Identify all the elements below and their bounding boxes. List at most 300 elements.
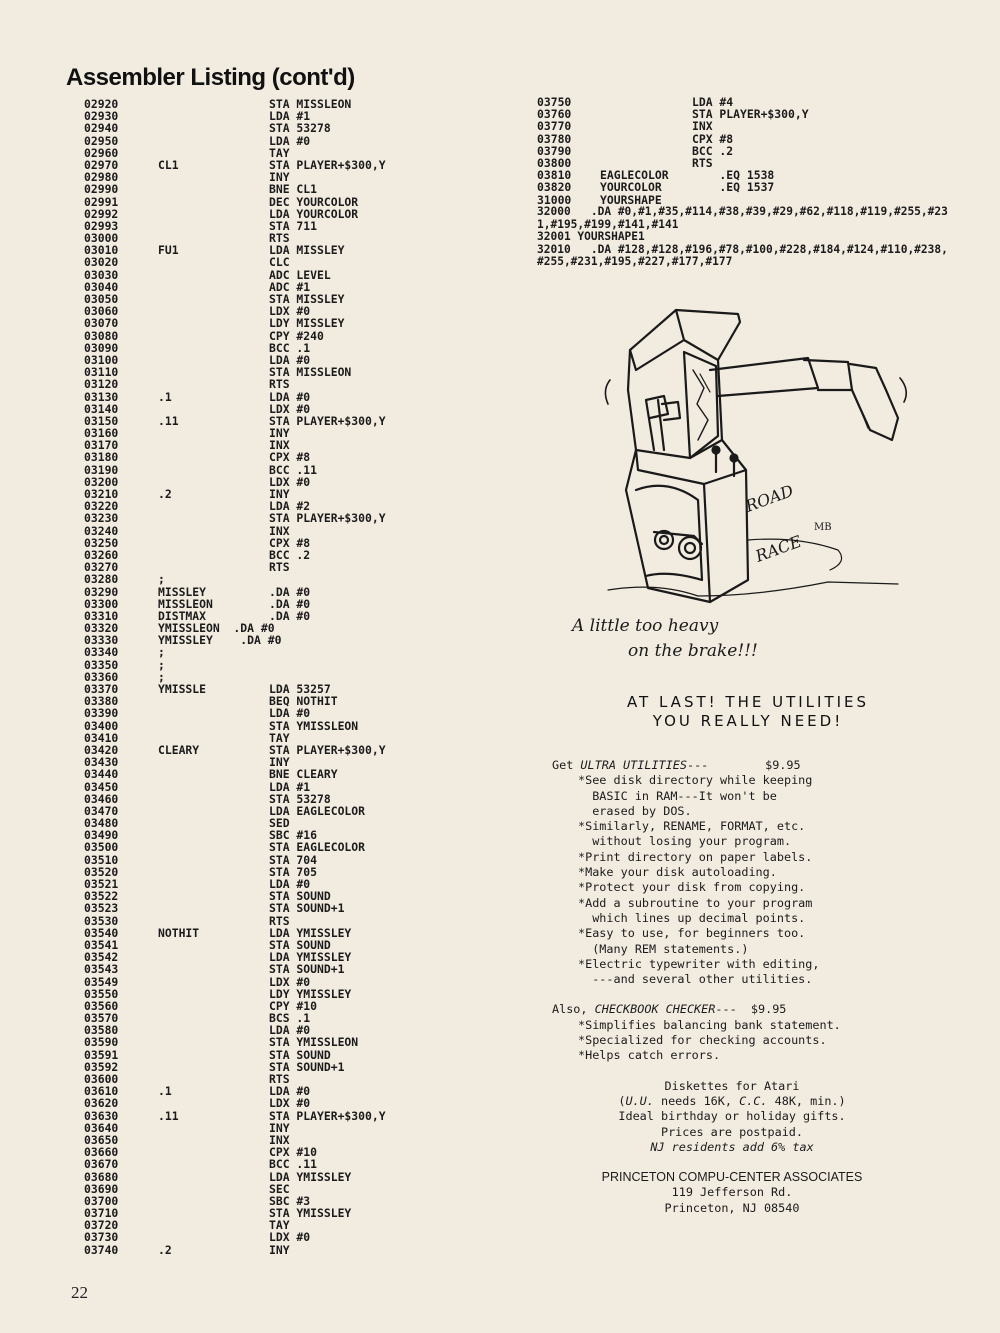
listing-line [84, 1122, 386, 1134]
line-number: 03210 [84, 487, 119, 501]
line-instruction: STA SOUND+1 [269, 901, 345, 916]
product-checkbook-checker [552, 1002, 972, 1017]
listing-line [84, 1231, 386, 1243]
listing-line [84, 1158, 386, 1170]
line-number: 02980 [84, 170, 119, 185]
listing-line [84, 1146, 386, 1158]
line-number: 03090 [84, 340, 119, 355]
line-number: 02950 [84, 133, 119, 148]
listing-line [84, 646, 386, 658]
line-instruction: SBC #3 [269, 1193, 311, 1208]
product1-prefix: Get [552, 758, 581, 772]
line-number: 03523 [84, 901, 119, 916]
listing-line [84, 415, 386, 427]
line-number: 03800 [537, 155, 572, 170]
line-instruction: INY [269, 755, 290, 770]
line-number: 02991 [84, 194, 119, 209]
line-number: 03570 [84, 1011, 119, 1026]
assembler-listing-left [84, 98, 386, 1256]
listing-line [84, 671, 386, 683]
line-label: ; [158, 669, 165, 684]
line-number: 03400 [84, 718, 119, 733]
line-label: YOURSHAPE [600, 192, 662, 207]
listing-line [84, 330, 386, 342]
listing-line [84, 1012, 386, 1024]
line-instruction: STA SOUND+1 [269, 1059, 345, 1074]
line-instruction: STA SOUND [269, 889, 331, 904]
listing-line [84, 1061, 386, 1073]
line-number: 03360 [84, 669, 119, 684]
line-number: 03290 [84, 584, 119, 599]
line-label: CLEARY [158, 742, 200, 757]
line-number: 03580 [84, 1023, 119, 1038]
line-instruction: LDX #0 [269, 304, 311, 319]
listing-line [84, 183, 386, 195]
line-number: 03160 [84, 426, 119, 441]
line-number: 03650 [84, 1132, 119, 1147]
line-instruction: STA 53278 [269, 121, 331, 136]
diskettes-line: Diskettes for Atari [664, 1078, 800, 1093]
listing-line [537, 120, 809, 132]
line-instruction: RTS [269, 913, 290, 928]
line-instruction: STA 704 [269, 852, 318, 867]
line-label: MISSLEON [158, 596, 213, 611]
line-number: 02992 [84, 206, 119, 221]
listing-line [84, 756, 386, 768]
listing-line [84, 1036, 386, 1048]
line-number: 03730 [84, 1230, 119, 1245]
listing-line [84, 1244, 386, 1256]
listing-line [84, 988, 386, 1000]
feature-item: *Similarly, RENAME, FORMAT, etc. [578, 819, 806, 834]
feature-item: *Make your disk autoloading. [578, 865, 777, 880]
listing-line [84, 159, 386, 171]
listing-line [84, 171, 386, 183]
listing-line [84, 391, 386, 403]
feature-item: *Easy to use, for beginners too. [578, 926, 806, 941]
line-number: 03000 [84, 231, 119, 246]
line-number: 03592 [84, 1059, 119, 1074]
listing-line [84, 269, 386, 281]
feature-item: *Simplifies balancing bank statement. [578, 1017, 841, 1032]
listing-line [84, 525, 386, 537]
product1-name: ULTRA UTILITIES [580, 758, 687, 772]
line-instruction: CPX #8 [269, 535, 311, 550]
line-number: 03549 [84, 974, 119, 989]
line-number: 03660 [84, 1145, 119, 1160]
line-number: 03430 [84, 755, 119, 770]
line-number: 03670 [84, 1157, 119, 1172]
listing-line [84, 1073, 386, 1085]
line-label: .1 [158, 389, 172, 404]
listing-line [84, 451, 386, 463]
line-number: 03040 [84, 279, 119, 294]
feature-item: *Protect your disk from copying. [578, 880, 806, 895]
feature-item: *Print directory on paper labels. [578, 849, 813, 864]
line-instruction: STA PLAYER+$300,Y [269, 413, 386, 428]
line-number: 03390 [84, 706, 119, 721]
req-cc: C.C. [739, 1093, 768, 1108]
line-instruction: STA YMISSLEON [269, 1035, 359, 1050]
listing-line [84, 512, 386, 524]
listing-line [84, 561, 386, 573]
line-number: 03140 [84, 401, 119, 416]
listing-line [84, 1110, 386, 1122]
listing-line [84, 1219, 386, 1231]
line-label: ; [158, 657, 165, 672]
line-instruction: LDX #0 [269, 1230, 311, 1245]
line-instruction: LDX #0 [269, 474, 311, 489]
line-instruction: RTS [692, 155, 713, 170]
line-instruction: STA MISSLEON [269, 97, 352, 111]
assembler-listing-right [537, 96, 809, 206]
line-label: YMISSLE [158, 682, 207, 696]
line-number: 03050 [84, 292, 119, 306]
line-instruction: LDA #2 [269, 499, 311, 514]
line-label: ; [158, 645, 165, 660]
listing-line [84, 1085, 386, 1097]
listing-line [84, 878, 386, 890]
line-number: 03600 [84, 1072, 119, 1086]
line-number: 03150 [84, 413, 119, 428]
line-instruction: STA SOUND [269, 1047, 331, 1062]
listing-line [84, 439, 386, 451]
caption-line-1: A little too heavy [572, 616, 719, 636]
line-instruction: STA 53278 [269, 791, 331, 806]
product2-price: --- $9.95 [715, 1002, 787, 1017]
page-title: Assembler Listing (cont'd) [66, 64, 355, 91]
listing-line [84, 902, 386, 914]
line-instruction: LDY YMISSLEY [269, 986, 352, 1001]
listing-line [84, 1171, 386, 1183]
line-number: 03110 [84, 365, 119, 380]
line-instruction: .EQ 1537 [692, 180, 775, 195]
page-number: 22 [71, 1283, 88, 1302]
product2-name: CHECKBOOK CHECKER [594, 1002, 716, 1017]
line-number: 02990 [84, 182, 119, 197]
line-label: FU1 [158, 243, 179, 258]
product1-price: --- $9.95 [686, 758, 801, 772]
req-open: ( [618, 1093, 626, 1108]
line-number: 03330 [84, 633, 119, 648]
line-label: CL1 [158, 157, 179, 172]
line-instruction: LDA #0 [269, 389, 311, 404]
line-instruction: SEC [269, 1181, 290, 1196]
listing-line [84, 976, 386, 988]
line-instruction: STA 711 [269, 218, 318, 233]
line-number: 03320 [84, 621, 119, 636]
line-instruction: INX [269, 523, 290, 538]
line-instruction: LDA EAGLECOLOR [269, 803, 366, 818]
feature-item: *Helps catch errors. [578, 1048, 721, 1063]
line-instruction: LDX #0 [269, 1096, 311, 1111]
line-number: 03470 [84, 803, 119, 818]
line-instruction: LDA #0 [269, 1023, 311, 1038]
listing-line [537, 133, 809, 145]
line-instruction: RTS [269, 377, 290, 392]
tax-line: NJ residents add 6% tax [650, 1139, 814, 1154]
line-number: 03080 [84, 328, 119, 343]
line-number: 03340 [84, 645, 119, 660]
line-number: 03521 [84, 877, 119, 891]
line-number: 03010 [84, 243, 119, 258]
line-number: 03541 [84, 937, 119, 952]
line-number: 03410 [84, 730, 119, 745]
line-instruction: STA YMISSLEY [269, 1206, 352, 1221]
line-number: 03522 [84, 889, 119, 904]
listing-line [537, 181, 809, 193]
listing-line [84, 598, 386, 610]
line-label: .11 [158, 413, 179, 428]
product1-feature-list [552, 773, 972, 987]
listing-line [84, 927, 386, 939]
line-number: 03710 [84, 1206, 119, 1221]
artist-initials: MB [814, 522, 832, 533]
listing-line [84, 683, 386, 695]
product-ultra-utilities [552, 758, 972, 773]
line-instruction: LDA YOURCOLOR [269, 206, 359, 221]
line-instruction: LDX #0 [269, 974, 311, 989]
line-instruction: LDA #0 [269, 877, 311, 891]
listing-line [84, 1097, 386, 1109]
line-number: 02930 [84, 109, 119, 124]
feature-item: *See disk directory while keeping [578, 773, 813, 788]
line-number: 03170 [84, 438, 119, 453]
line-instruction: STA PLAYER+$300,Y [269, 742, 386, 757]
feature-item: *Specialized for checking accounts. [578, 1033, 827, 1048]
line-instruction: CPY #10 [269, 998, 318, 1013]
line-instruction: INX [692, 119, 713, 134]
line-instruction: TAY [269, 1218, 290, 1233]
line-instruction: LDA 53257 [269, 682, 331, 696]
line-number: 03370 [84, 682, 119, 696]
listing-line [84, 768, 386, 780]
line-number: 03190 [84, 462, 119, 477]
ad-headline-line-1: AT LAST! THE UTILITIES [626, 693, 870, 711]
line-number: 03060 [84, 304, 119, 319]
line-number: 03560 [84, 998, 119, 1013]
listing-line [84, 573, 386, 585]
line-number: 03690 [84, 1181, 119, 1196]
line-number: 03200 [84, 474, 119, 489]
line-number: 03270 [84, 560, 119, 575]
listing-line [84, 1183, 386, 1195]
listing-line [84, 476, 386, 488]
line-instruction: LDA YMISSLEY [269, 1169, 352, 1184]
line-number: 03280 [84, 572, 119, 587]
sign-race: RACE [752, 531, 805, 566]
line-number: 03530 [84, 913, 119, 928]
line-number: 03810 [537, 168, 572, 183]
line-number: 03450 [84, 779, 119, 794]
line-instruction: STA PLAYER+$300,Y [269, 511, 386, 526]
line-instruction: STA SOUND+1 [269, 962, 345, 977]
diskettes-info [552, 1079, 912, 1216]
listing-line [84, 256, 386, 268]
listing-line [537, 194, 809, 206]
listing-line [84, 817, 386, 829]
listing-line [537, 108, 809, 120]
advertisement-body [552, 758, 972, 1216]
line-number: 03130 [84, 389, 119, 404]
line-instruction: INY [269, 426, 290, 441]
line-label: MISSLEY [158, 584, 207, 599]
line-instruction: BCS .1 [269, 1011, 311, 1026]
assembler-listing-data-lines [537, 206, 949, 269]
line-instruction: BNE CLEARY [269, 767, 338, 782]
listing-line [84, 196, 386, 208]
feature-item: ---and several other utilities. [578, 972, 813, 987]
line-number: 03070 [84, 316, 119, 331]
listing-line [84, 378, 386, 390]
line-instruction: INY [269, 1242, 290, 1257]
ad-headline [543, 693, 953, 731]
line-number: 03780 [537, 131, 572, 146]
line-number: 03490 [84, 828, 119, 843]
line-instruction: .DA #0 [269, 584, 311, 599]
sign-road: ROAD [742, 480, 796, 516]
line-label: NOTHIT [158, 925, 200, 940]
feature-item: *Add a subroutine to your program [578, 895, 813, 910]
feature-item: (Many REM statements.) [578, 941, 749, 956]
line-instruction: BCC .11 [269, 462, 318, 477]
listing-line [84, 317, 386, 329]
listing-line [84, 464, 386, 476]
line-instruction: RTS [269, 1072, 290, 1086]
line-number: 03260 [84, 547, 119, 562]
line-number: 03220 [84, 499, 119, 514]
listing-line [84, 586, 386, 598]
company-city: Princeton, NJ 08540 [664, 1200, 800, 1215]
line-number: 03750 [537, 95, 572, 109]
line-label: .1 [158, 1084, 172, 1099]
line-number: 03760 [537, 107, 572, 122]
line-instruction: LDA MISSLEY [269, 243, 345, 258]
listing-data-line: 32010 .DA #128,#128,#196,#78,#100,#228,#184,#124,#110,#238,#255,#231,#195,#227,#177,#177 [537, 242, 948, 269]
line-instruction: .DA #0 [269, 596, 311, 611]
line-label: EAGLECOLOR [600, 168, 669, 183]
feature-item: BASIC in RAM---It won't be [578, 788, 777, 803]
line-label: YMISSLEY .DA #0 [158, 633, 282, 648]
listing-line [84, 110, 386, 122]
line-instruction: LDA #0 [269, 133, 311, 148]
line-number: 03820 [537, 180, 572, 195]
listing-line [84, 659, 386, 671]
listing-line [84, 805, 386, 817]
company-street: 119 Jefferson Rd. [671, 1185, 793, 1200]
line-number: 03700 [84, 1193, 119, 1208]
line-number: 03250 [84, 535, 119, 550]
line-number: 02940 [84, 121, 119, 136]
line-number: 03590 [84, 1035, 119, 1050]
line-number: 03030 [84, 267, 119, 282]
req-uu: U.U. [625, 1093, 654, 1108]
listing-line [84, 135, 386, 147]
caption-line-2: on the brake!!! [628, 641, 758, 661]
line-number: 03300 [84, 596, 119, 611]
line-instruction: BCC .2 [269, 547, 311, 562]
line-instruction: STA EAGLECOLOR [269, 840, 366, 855]
line-number: 03720 [84, 1218, 119, 1233]
line-instruction: ADC #1 [269, 279, 311, 294]
listing-line [84, 244, 386, 256]
listing-line [84, 293, 386, 305]
listing-line [84, 488, 386, 500]
feature-item: *Electric typewriter with editing, [578, 956, 820, 971]
line-instruction: LDA #1 [269, 109, 311, 124]
line-number: 02920 [84, 97, 119, 111]
listing-line [84, 1134, 386, 1146]
line-instruction: LDA YMISSLEY [269, 950, 352, 965]
line-instruction: LDA #0 [269, 352, 311, 367]
listing-line [84, 695, 386, 707]
line-number: 03480 [84, 816, 119, 831]
listing-line [84, 427, 386, 439]
line-instruction: LDA #1 [269, 779, 311, 794]
listing-line [84, 915, 386, 927]
line-number: 03180 [84, 450, 119, 465]
line-instruction: LDA #0 [269, 706, 311, 721]
feature-item: without losing your program. [578, 834, 792, 849]
line-number: 03420 [84, 742, 119, 757]
listing-line [84, 707, 386, 719]
line-instruction: STA MISSLEY [269, 292, 345, 306]
line-instruction: CLC [269, 255, 290, 270]
line-label: .11 [158, 1108, 179, 1123]
line-number: 03620 [84, 1096, 119, 1111]
line-number: 03630 [84, 1108, 119, 1123]
line-number: 03500 [84, 840, 119, 855]
line-instruction: STA 705 [269, 864, 318, 879]
line-number: 03790 [537, 143, 572, 158]
listing-line [84, 1000, 386, 1012]
line-instruction: CPX #10 [269, 1145, 318, 1160]
line-number: 03770 [537, 119, 572, 134]
line-number: 03020 [84, 255, 119, 270]
line-instruction: INY [269, 487, 290, 501]
line-instruction: TAY [269, 730, 290, 745]
line-number: 03520 [84, 864, 119, 879]
line-instruction: DEC YOURCOLOR [269, 194, 359, 209]
line-number: 03310 [84, 608, 119, 623]
line-instruction: .EQ 1538 [692, 168, 775, 183]
listing-line [84, 549, 386, 561]
listing-line [84, 781, 386, 793]
listing-line [84, 537, 386, 549]
line-instruction: CPX #8 [269, 450, 311, 465]
listing-line [84, 744, 386, 756]
line-instruction: INY [269, 1120, 290, 1135]
line-instruction: LDX #0 [269, 401, 311, 416]
line-number: 03240 [84, 523, 119, 538]
line-instruction: .DA #0 [269, 608, 311, 623]
line-number: 03350 [84, 657, 119, 672]
listing-data-line: 32000 .DA #0,#1,#35,#114,#38,#39,#29,#62,#118,#119,#255,#231,#195,#199,#141,#141 [537, 205, 948, 231]
feature-item: which lines up decimal points. [578, 910, 806, 925]
req-end: 48K, min.) [767, 1093, 846, 1108]
listing-line [84, 1049, 386, 1061]
line-number: 02970 [84, 157, 119, 172]
line-number: 03543 [84, 962, 119, 977]
line-instruction: LDY MISSLEY [269, 316, 345, 331]
line-number: 03540 [84, 925, 119, 940]
line-number: 03542 [84, 950, 119, 965]
gift-line: Ideal birthday or holiday gifts. [618, 1109, 846, 1124]
line-instruction: STA MISSLEON [269, 365, 352, 380]
line-number: 03550 [84, 986, 119, 1001]
line-instruction: STA YMISSLEON [269, 718, 359, 733]
feature-item: erased by DOS. [578, 803, 692, 818]
